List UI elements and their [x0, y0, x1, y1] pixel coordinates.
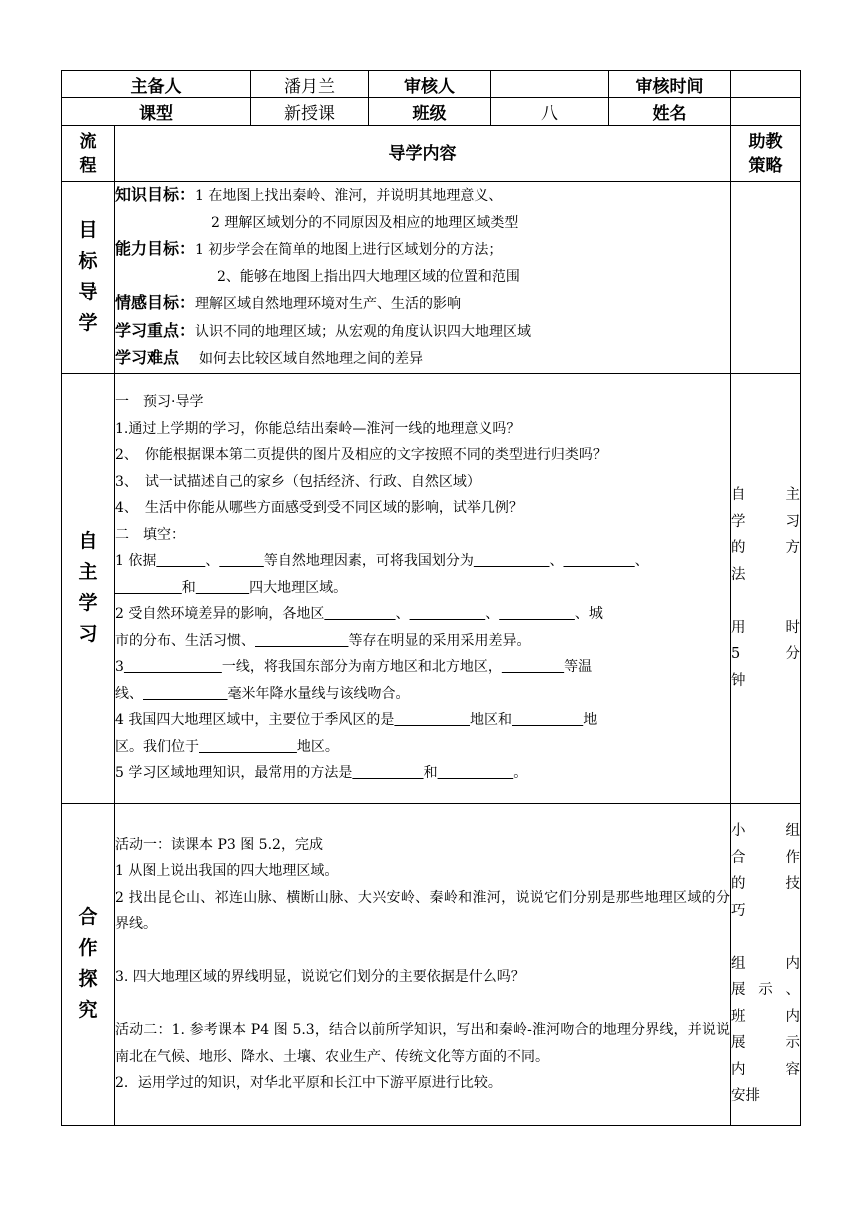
- fill-item-3: 3 一线，将我国东部分为南方地区和北方地区， 等温: [115, 659, 593, 676]
- fill-item-1: 1 依据 、 等自然地理因素，可将我国划分为 、 、: [115, 553, 649, 570]
- lesson-plan-table: [61, 70, 801, 1126]
- emotion-goal: 理解区域自然地理环境对生产、生活的影响: [195, 296, 462, 312]
- header-label-name: 姓名: [609, 98, 731, 126]
- fill-item-3-cont: 线、 毫米年降水量线与该线吻合。: [115, 685, 410, 702]
- section-self-strategy: 自 主 学 习 的 方 法 用 时 5 分 钟: [731, 373, 801, 803]
- header-value-reviewer: [491, 71, 609, 98]
- focus-text: 认识不同的地理区域；从宏观的角度认识四大地理区域: [195, 323, 532, 340]
- fill-title: 二 填空：: [115, 526, 185, 543]
- header-label-lesson-type: 课型: [62, 98, 251, 126]
- header-value-lesson-type: 新授课: [251, 98, 369, 126]
- section-goals-strategy: [731, 182, 801, 374]
- preview-title: 一 预习·导学: [115, 394, 204, 411]
- activity-1-item-2: 2 找出昆仑山、祁连山脉、横断山脉、大兴安岭、秦岭和淮河，说说它们分别是那些地理区域的分界线。: [115, 889, 730, 932]
- emotion-goal-label: 情感目标：: [115, 293, 196, 312]
- header-value-class: 八: [491, 98, 609, 126]
- header-label-review-time: 审核时间: [609, 71, 731, 98]
- section-coop-content: [115, 803, 731, 1125]
- column-header-content: 导学内容: [115, 126, 731, 182]
- section-self-flow: 自 主 学 习: [62, 373, 115, 803]
- activity-1-item-3: 3. 四大地理区域的界线明显，说说它们划分的主要依据是什么吗？: [115, 969, 525, 985]
- header-label-reviewer: 审核人: [369, 71, 491, 98]
- section-goals-flow: 目 标 导 学: [62, 182, 115, 374]
- section-coop-strategy: 小 组 合 作 的 技 巧 组 内 展示、 班 内 展 示 内 容 安排: [731, 803, 801, 1125]
- knowledge-goal-label: 知识目标：: [115, 185, 196, 204]
- ability-goal-2: 2、能够在地图上指出四大地理区域的位置和范围: [217, 268, 520, 285]
- fill-item-4: 4 我国四大地理区域中，主要位于季风区的是 地区和 地: [115, 712, 598, 729]
- activity-1-item-1: 1 从图上说出我国的四大地理区域。: [115, 863, 339, 879]
- activity-1-title: 活动一：读课本 P3 图 5.2，完成: [115, 836, 323, 853]
- section-self-content: [115, 373, 731, 803]
- section-goals-content: [115, 182, 731, 374]
- ability-goal-1: 1 初步学会在简单的地图上进行区域划分的方法；: [195, 242, 503, 258]
- section-cooperation: [62, 803, 801, 1125]
- fill-item-1-cont: 和 四大地理区域。: [181, 579, 348, 596]
- preview-question-3: 3、 试一试描述自己的家乡（包括经济、行政、自然区域）: [115, 473, 481, 490]
- fill-item-4-cont: 区。我们位于 地区。: [115, 738, 339, 755]
- focus-label: 学习重点：: [115, 320, 196, 340]
- section-self-study: [62, 373, 801, 803]
- header-value-review-time: [731, 71, 801, 98]
- column-header-strategy: 助教 策略: [731, 126, 801, 182]
- difficulty-label: 学习难点: [115, 348, 180, 367]
- difficulty-text: 如何去比较区域自然地理之间的差异: [199, 351, 424, 367]
- header-value-preparer: 潘月兰: [251, 71, 369, 98]
- header-value-name: [731, 98, 801, 126]
- header-label-class: 班级: [369, 98, 491, 126]
- header-row-1: [62, 71, 801, 98]
- header-label-preparer: 主备人: [62, 71, 251, 98]
- knowledge-goal-2: 2 理解区域划分的不同原因及相应的地理区域类型: [211, 214, 519, 231]
- knowledge-goal-1: 1 在地图上找出秦岭、淮河，并说明其地理意义、: [195, 188, 503, 204]
- activity-2-item-1: 活动二：1. 参考课本 P4 图 5.3，结合以前所学知识，写出和秦岭-淮河吻合的地理分界线，并说说南北在气候、地形、降水、土壤、农业生产、传统文化等方面的不同。: [115, 1022, 730, 1065]
- preview-question-1: 1.通过上学期的学习，你能总结出秦岭—淮河一线的地理意义吗？: [115, 420, 521, 437]
- section-coop-flow: 合 作 探 究: [62, 803, 115, 1125]
- fill-item-5: 5 学习区域地理知识，最常用的方法是 和 。: [115, 765, 528, 782]
- fill-item-2: 2 受自然环境差异的影响，各地区 、 、 、城: [115, 606, 603, 623]
- column-header-flow: 流 程: [62, 126, 115, 182]
- ability-goal-label: 能力目标：: [115, 239, 196, 258]
- fill-item-2-cont: 市的分布、生活习惯、 等存在明显的采用采用差异。: [115, 632, 531, 649]
- header-row-2: [62, 98, 801, 126]
- section-goals: [62, 182, 801, 374]
- preview-question-2: 2、 你能根据课本第二页提供的图片及相应的文字按照不同的类型进行归类吗？: [115, 447, 607, 464]
- preview-question-4: 4、 生活中你能从哪些方面感受到受不同区域的影响，试举几例？: [115, 500, 523, 517]
- column-header-row: [62, 126, 801, 182]
- activity-2-item-2: 2．运用学过的知识，对华北平原和长江中下游平原进行比较。: [115, 1075, 502, 1091]
